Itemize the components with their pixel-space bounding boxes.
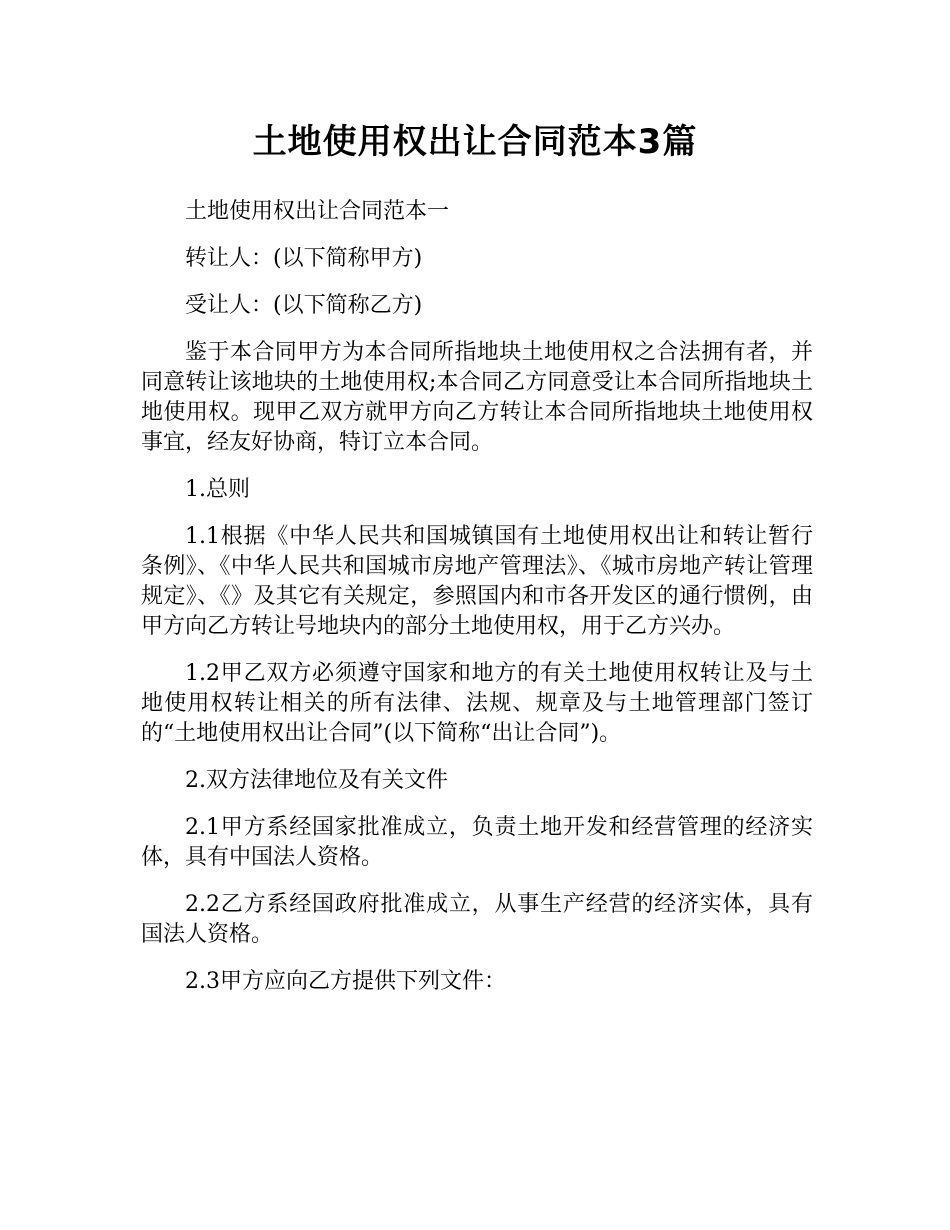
document-body (141, 197, 813, 1014)
clause-heading: 1.总则 (185, 477, 250, 502)
clause-paragraph: 2.2乙方系经国政府批准成立，从事生产经营的经济实体，具有国法人资格。 (141, 892, 813, 947)
document-title: 土地使用权出让合同范本3篇 (252, 122, 698, 162)
clause-heading: 2.双方法律地位及有关文件 (185, 768, 448, 793)
clause-paragraph: 2.3甲方应向乙方提供下列文件： (185, 969, 506, 994)
section-heading: 土地使用权出让合同范本一 (185, 199, 450, 224)
transferee-line: 受让人：(以下简称乙方) (185, 293, 423, 318)
clause-paragraph: 1.1根据《中华人民共和国城镇国有土地使用权出让和转让暂行条例》、《中华人民共和国城市房地产管理法》、《城市房地产转让管理规定》、《》及其它有关规定，参照国内和市各开发区的通行惯例，由甲方向乙方转让号地块内的部分土地使用权，用于乙方兴办。 (141, 524, 813, 639)
transferor-line: 转让人：(以下简称甲方) (185, 246, 423, 271)
preamble-paragraph: 鉴于本合同甲方为本合同所指地块土地使用权之合法拥有者，并同意转让该地块的土地使用权;本合同乙方同意受让本合同所指地块土地使用权。现甲乙双方就甲方向乙方转让本合同所指地块土地使用权事宜，经友好协商，特订立本合同。 (141, 340, 813, 455)
clause-paragraph: 2.1甲方系经国家批准成立，负责土地开发和经营管理的经济实体，具有中国法人资格。 (141, 815, 813, 870)
clause-paragraph: 1.2甲乙双方必须遵守国家和地方的有关土地使用权转让及与土地使用权转让相关的所有法律、法规、规章及与土地管理部门签订的“土地使用权出让合同”(以下简称“出让合同”)。 (141, 661, 813, 746)
